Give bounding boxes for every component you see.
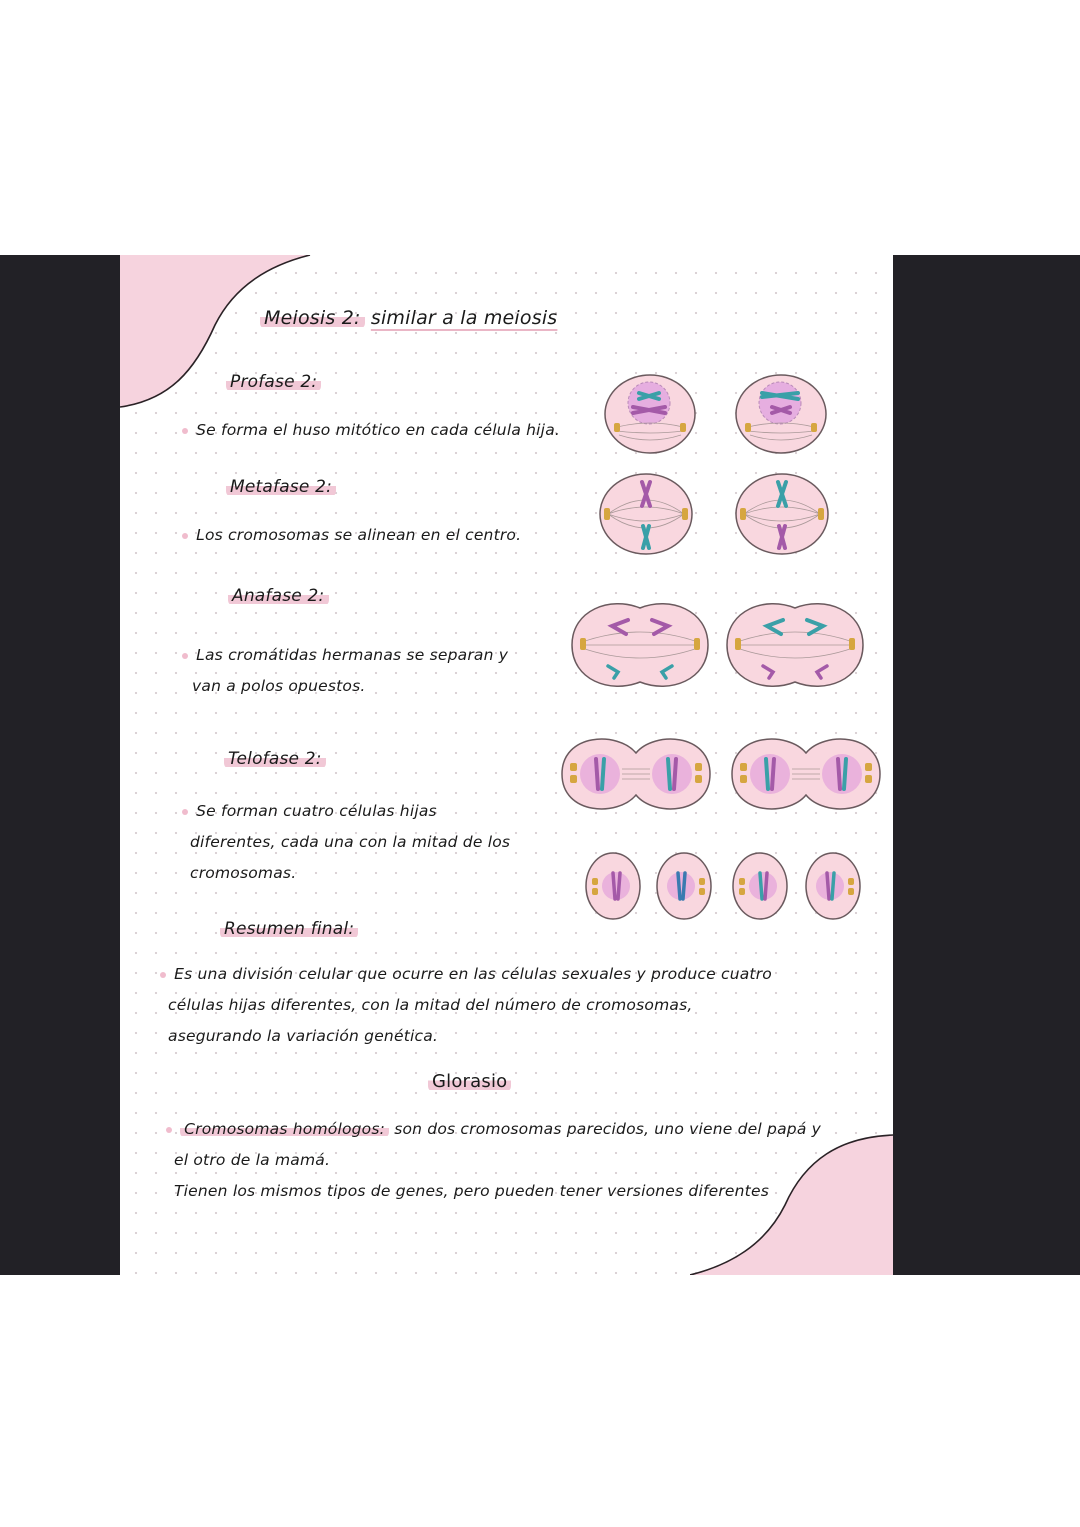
heading-anafase-2 <box>228 586 329 606</box>
anafase-2-line-2: van a polos opuestos. <box>192 677 366 695</box>
notebook-page <box>120 255 893 1275</box>
right-dark-margin <box>893 255 1080 1275</box>
anaphase-2-cell-b <box>725 602 865 688</box>
summary-line-2 <box>168 990 692 1021</box>
profase-2-line-1: Se forma el huso mitótico en cada célula hija. <box>196 421 561 439</box>
heading-profase-2 <box>226 372 321 392</box>
profase-2-text <box>182 415 560 446</box>
glossary-line-2-text: el otro de la mamá. <box>174 1151 331 1169</box>
telofase-2-text-cont2 <box>190 858 296 889</box>
heading-telofase-2 <box>224 749 326 769</box>
telophase-2-cell-a <box>560 735 712 813</box>
heading-metafase-2-label: Metafase 2: <box>226 477 336 497</box>
title-main: Meiosis 2: <box>260 307 365 329</box>
left-dark-margin <box>0 255 120 1275</box>
glossary-line-2 <box>174 1145 330 1176</box>
telofase-2-text <box>182 796 437 827</box>
summary-line-1-text: Es una división celular que ocurre en las células sexuales y produce cuatro <box>174 965 772 983</box>
glossary-entry <box>166 1114 821 1145</box>
summary-line-3-text: asegurando la variación genética. <box>168 1027 439 1045</box>
heading-metafase-2 <box>226 477 336 497</box>
heading-anafase-2-label: Anafase 2: <box>228 586 329 606</box>
title-subtitle: similar a la meiosis <box>370 307 558 329</box>
heading-resumen-final-label: Resumen final: <box>220 919 358 939</box>
anaphase-2-cell-a <box>570 602 710 688</box>
telofase-2-text-cont <box>190 827 510 858</box>
metaphase-2-cell-a <box>598 472 694 556</box>
heading-glosario <box>428 1071 511 1092</box>
prophase-2-cell-a <box>603 373 697 455</box>
telofase-2-line-1: Se forman cuatro células hijas <box>196 802 437 820</box>
glossary-line-3-text: Tienen los mismos tipos de genes, pero pueden tener versiones diferentes <box>174 1182 769 1200</box>
anafase-2-line-1: Las cromátidas hermanas se separan y <box>196 646 509 664</box>
metafase-2-text <box>182 520 521 551</box>
daughter-cell-4 <box>804 851 862 921</box>
heading-profase-2-label: Profase 2: <box>226 372 321 392</box>
anafase-2-text-cont <box>192 671 365 702</box>
summary-line-2-text: células hijas diferentes, con la mitad del número de cromosomas, <box>168 996 693 1014</box>
summary-line-3 <box>168 1021 438 1052</box>
daughter-cell-1 <box>584 851 642 921</box>
heading-glosario-label: Glorasio <box>428 1071 511 1092</box>
heading-telofase-2-label: Telofase 2: <box>224 749 326 769</box>
summary-line-1 <box>160 959 772 990</box>
prophase-2-cell-b <box>734 373 828 455</box>
telophase-2-cell-b <box>730 735 882 813</box>
telofase-2-line-2: diferentes, cada una con la mitad de los <box>190 833 511 851</box>
glossary-line-3 <box>174 1176 769 1207</box>
glossary-term: Cromosomas homólogos: <box>180 1120 389 1138</box>
anafase-2-text <box>182 640 508 671</box>
glossary-definition: son dos cromosomas parecidos, uno viene del papá y <box>394 1120 822 1138</box>
daughter-cell-3 <box>731 851 789 921</box>
page-title <box>260 307 557 329</box>
heading-resumen-final <box>220 919 358 939</box>
daughter-cell-2 <box>655 851 713 921</box>
metafase-2-line-1: Los cromosomas se alinean en el centro. <box>196 526 522 544</box>
telofase-2-line-3: cromosomas. <box>190 864 297 882</box>
metaphase-2-cell-b <box>734 472 830 556</box>
